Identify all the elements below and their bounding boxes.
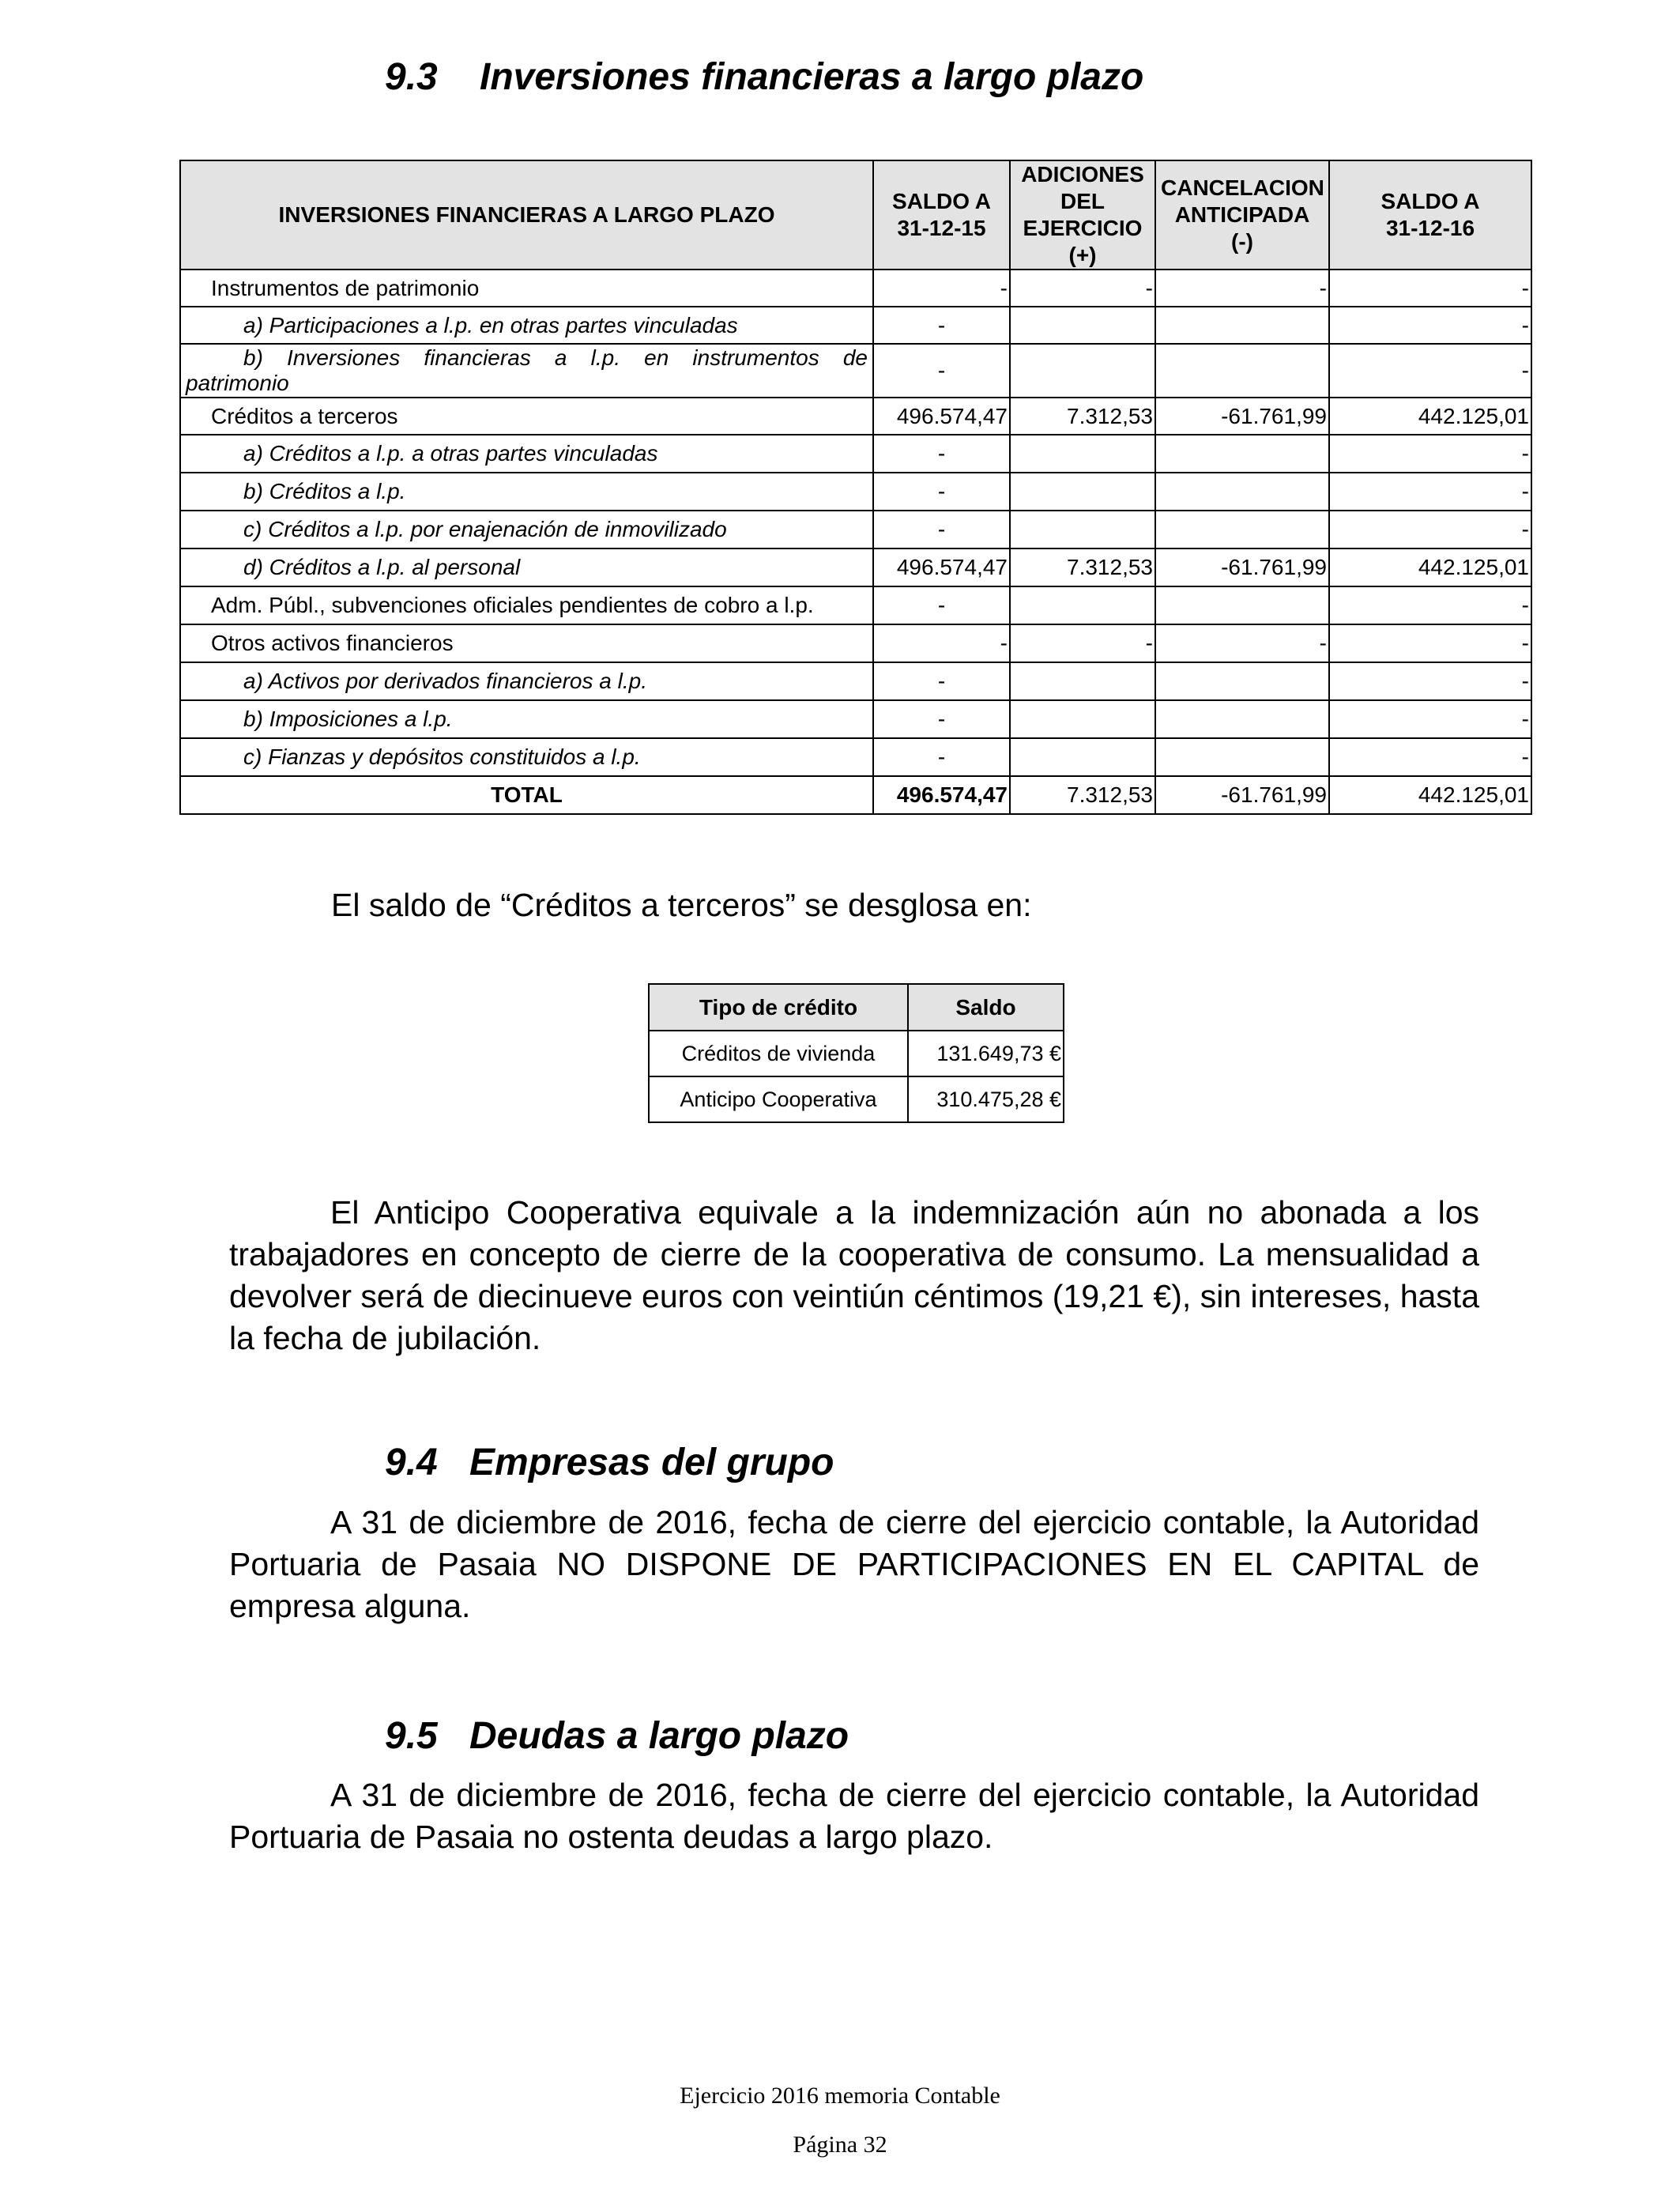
cell-adiciones [1010,473,1155,511]
table-row [180,344,1531,398]
inversiones-table [179,160,1532,815]
table-row [649,1031,1064,1076]
table-row [180,548,1531,586]
cell-saldo-fin: - [1329,435,1531,473]
cell-cancelacion [1155,435,1329,473]
header-line: ANTICIPADA [1174,202,1310,227]
section-9-3-heading [385,55,1144,103]
cell-cancelacion: -61.761,99 [1155,398,1329,435]
table-row [180,511,1531,548]
total-label: TOTAL [180,776,873,814]
cell-adiciones [1010,738,1155,776]
table-total-row [180,776,1531,814]
row-label: c) Créditos a l.p. por enajenación de inmovilizado [180,511,873,548]
header-line: DEL [1060,189,1105,213]
total-saldo-fin: 442.125,01 [1329,776,1531,814]
cell-cancelacion [1155,662,1329,700]
row-label: c) Fianzas y depósitos constituidos a l.p. [180,738,873,776]
cell-saldo-fin: - [1329,270,1531,307]
cell-adiciones [1010,435,1155,473]
header-line: 31-12-15 [897,216,986,240]
total-cancelacion: -61.761,99 [1155,776,1329,814]
header-saldo-ini [873,160,1010,270]
cell-saldo-fin: 442.125,01 [1329,548,1531,586]
cell-saldo-ini: - [873,511,1010,548]
table-row [180,624,1531,662]
cell-saldo-fin: 442.125,01 [1329,398,1531,435]
cell-saldo-ini: 496.574,47 [873,548,1010,586]
section-title: Inversiones financieras a largo plazo [480,56,1144,98]
page-number: Página 32 [793,2132,887,2158]
credit-tipo: Anticipo Cooperativa [649,1076,908,1122]
cell-cancelacion: - [1155,270,1329,307]
credit-breakdown-table [648,983,1064,1123]
row-label-line: patrimonio [186,371,289,395]
cell-adiciones: - [1010,624,1155,662]
table-row [180,473,1531,511]
header-concept: INVERSIONES FINANCIERAS A LARGO PLAZO [180,160,873,270]
cell-cancelacion [1155,473,1329,511]
section-9-4-heading [385,1441,834,1488]
table-row [180,738,1531,776]
header-tipo: Tipo de crédito [649,984,908,1031]
anticipo-text: El Anticipo Cooperativa equivale a la indemnización aún no abonada a los trabajadores en concepto de cierre de la cooperativa de consumo. La mensualidad a devolver será de diecinueve euros con veintiún céntimos (19,21 €), sin intereses, hasta la fecha de jubilación. [229,1194,1479,1356]
cell-adiciones [1010,586,1155,624]
cell-saldo-fin: - [1329,473,1531,511]
cell-saldo-ini: - [873,738,1010,776]
row-label: b) Créditos a l.p. [180,473,873,511]
header-line: 31-12-16 [1385,216,1475,240]
credit-saldo: 131.649,73 € [908,1031,1064,1076]
header-line: CANCELACION [1161,175,1324,200]
section-number: 9.3 [385,56,438,98]
section-9-4-text: A 31 de diciembre de 2016, fecha de cierre del ejercicio contable, la Autoridad Portuaria de Pasaia NO DISPONE DE PARTICIPACIONES EN EL CAPITAL de empresa alguna. [229,1504,1479,1624]
cell-saldo-ini: - [873,700,1010,738]
cell-saldo-ini: - [873,307,1010,344]
section-9-5-heading [385,1714,849,1762]
row-label: a) Créditos a l.p. a otras partes vinculadas [180,435,873,473]
desglose-intro: El saldo de “Créditos a terceros” se desglosa en: [331,887,1032,923]
section-number: 9.4 [385,1442,438,1483]
cell-adiciones [1010,344,1155,398]
header-line: ADICIONES [1021,162,1144,187]
row-label [180,344,873,398]
cell-saldo-ini: - [873,435,1010,473]
cell-cancelacion: -61.761,99 [1155,548,1329,586]
section-9-5-paragraph [229,1774,1479,1858]
cell-adiciones: 7.312,53 [1010,548,1155,586]
cell-adiciones: 7.312,53 [1010,398,1155,435]
header-saldo: Saldo [908,984,1064,1031]
cell-saldo-ini: - [873,586,1010,624]
row-label: a) Activos por derivados financieros a l.p. [180,662,873,700]
cell-cancelacion [1155,307,1329,344]
table-row [649,1076,1064,1122]
header-line: SALDO A [892,189,991,213]
cell-adiciones [1010,662,1155,700]
section-9-4-paragraph [229,1502,1479,1627]
cell-saldo-ini: - [873,624,1010,662]
section-9-5-text: A 31 de diciembre de 2016, fecha de cierre del ejercicio contable, la Autoridad Portuaria de Pasaia no ostenta deudas a largo plazo. [229,1777,1479,1855]
header-line: EJERCICIO [1023,216,1143,240]
cell-adiciones [1010,307,1155,344]
header-adiciones [1010,160,1155,270]
cell-saldo-fin: - [1329,586,1531,624]
row-label: Adm. Públ., subvenciones oficiales pendientes de cobro a l.p. [180,586,873,624]
row-label: Otros activos financieros [180,624,873,662]
header-line: SALDO A [1381,189,1480,213]
row-label: a) Participaciones a l.p. en otras partes vinculadas [180,307,873,344]
cell-cancelacion [1155,700,1329,738]
section-title: Empresas del grupo [469,1442,834,1483]
table-row [180,398,1531,435]
cell-saldo-fin: - [1329,624,1531,662]
row-label: b) Imposiciones a l.p. [180,700,873,738]
table-row [180,270,1531,307]
row-label: d) Créditos a l.p. al personal [180,548,873,586]
cell-cancelacion [1155,511,1329,548]
cell-saldo-fin: - [1329,738,1531,776]
cell-adiciones: - [1010,270,1155,307]
anticipo-paragraph [229,1192,1479,1359]
cell-saldo-fin: - [1329,662,1531,700]
cell-adiciones [1010,511,1155,548]
cell-adiciones [1010,700,1155,738]
section-title: Deudas a largo plazo [469,1715,849,1757]
total-adiciones: 7.312,53 [1010,776,1155,814]
row-label: Instrumentos de patrimonio [180,270,873,307]
row-label: Créditos a terceros [180,398,873,435]
cell-saldo-fin: - [1329,511,1531,548]
cell-saldo-ini: - [873,662,1010,700]
header-line: (-) [1231,229,1253,254]
cell-saldo-ini: - [873,270,1010,307]
cell-saldo-fin: - [1329,700,1531,738]
cell-saldo-ini: 496.574,47 [873,398,1010,435]
table-row [180,662,1531,700]
cell-saldo-ini: - [873,473,1010,511]
cell-cancelacion: - [1155,624,1329,662]
credit-tipo: Créditos de vivienda [649,1031,908,1076]
cell-cancelacion [1155,738,1329,776]
cell-saldo-fin: - [1329,307,1531,344]
table-header-row [180,160,1531,270]
cell-cancelacion [1155,344,1329,398]
cell-saldo-ini: - [873,344,1010,398]
credit-header-row [649,984,1064,1031]
cell-cancelacion [1155,586,1329,624]
header-line: (+) [1068,243,1097,267]
table-row [180,435,1531,473]
footer-title: Ejercicio 2016 memoria Contable [680,2083,1000,2109]
cell-saldo-fin: - [1329,344,1531,398]
section-number: 9.5 [385,1715,438,1757]
row-label-line: b) Inversiones financieras a l.p. en instrumentos de [243,345,868,370]
table-row [180,307,1531,344]
table-row [180,586,1531,624]
credit-saldo: 310.475,28 € [908,1076,1064,1122]
header-saldo-fin [1329,160,1531,270]
header-cancelacion [1155,160,1329,270]
table-row [180,700,1531,738]
total-saldo-ini: 496.574,47 [873,776,1010,814]
